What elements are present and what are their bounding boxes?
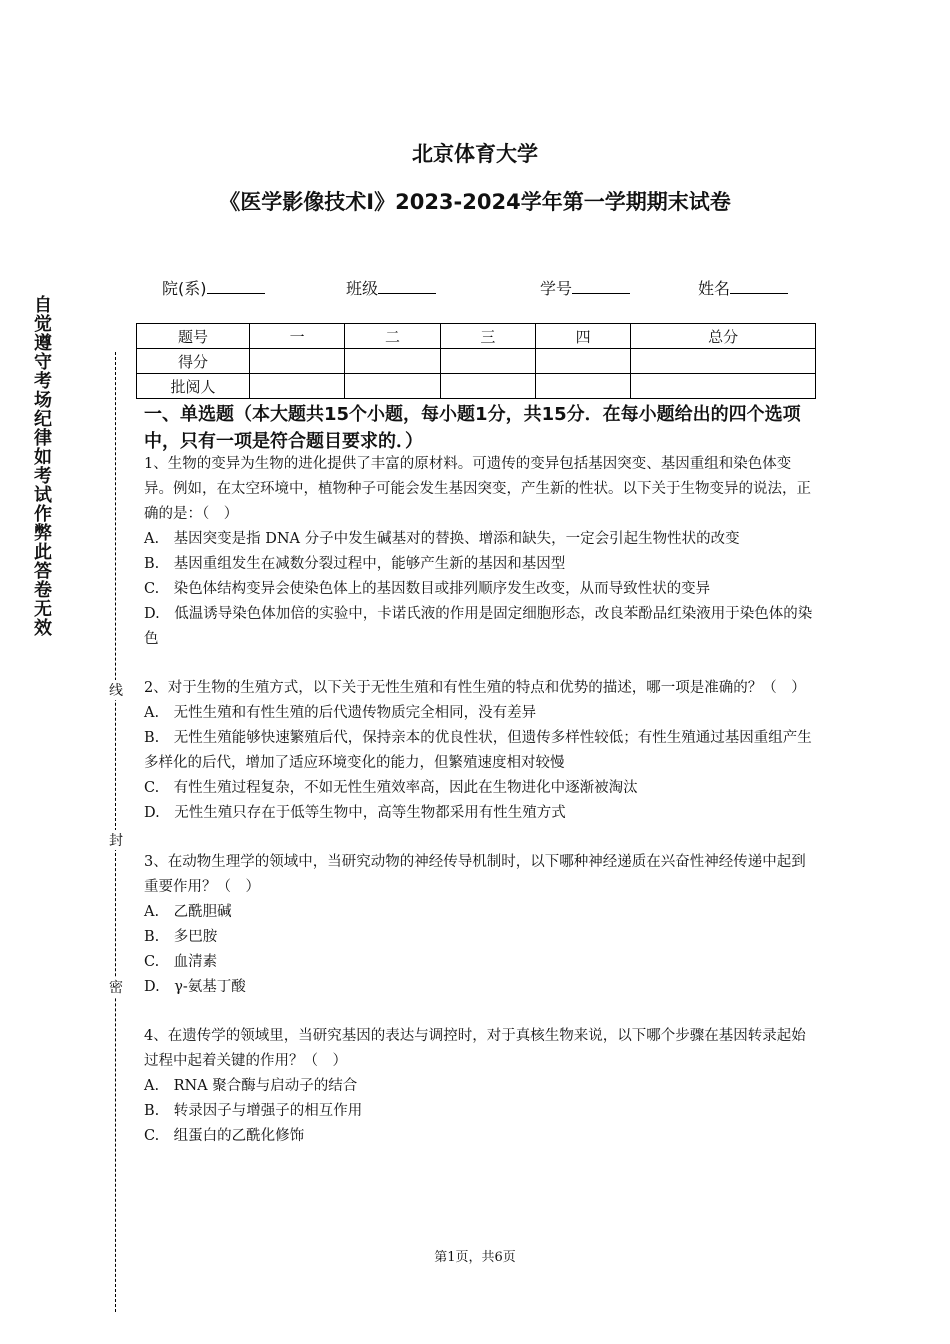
question-list: [144, 452, 814, 1149]
option: C. 组蛋白的乙酰化修饰: [144, 1128, 305, 1144]
option: B. 基因重组发生在减数分裂过程中，能够产生新的基因和基因型: [144, 556, 566, 572]
department-label: 院(系): [162, 279, 207, 298]
score-table: [136, 323, 816, 399]
score-header-cell: 一: [250, 324, 345, 349]
grader-row-label: 批阅人: [137, 374, 250, 399]
option: D. γ-氨基丁酸: [144, 979, 246, 995]
exam-title: 《医学影像技术Ⅰ》2023-2024学年第一学期期末试卷: [219, 190, 731, 214]
student-id-field: [540, 276, 630, 299]
name-label: 姓名: [698, 279, 731, 298]
score-header-cell: 题号: [137, 324, 250, 349]
score-table-header-row: [137, 324, 816, 349]
university-title: 北京体育大学: [412, 142, 538, 166]
side-notice: 自觉遵守考场纪律如考试作弊此答卷无效: [34, 295, 52, 639]
option: C. 血清素: [144, 954, 218, 970]
department-field: [162, 276, 265, 299]
binding-mark-line: 线: [106, 680, 126, 700]
page-footer: 第1页，共6页: [434, 1250, 516, 1265]
question-stem: 1、生物的变异为生物的进化提供了丰富的原材料。可遗传的变异包括基因突变、基因重组和染色体变异。例如，在太空环境中，植物种子可能会发生基因突变，产生新的性状。以下关于生物变异的说法，正确的是：（ ）: [144, 456, 811, 522]
option: A. 无性生殖和有性生殖的后代遗传物质完全相同，没有差异: [144, 705, 537, 721]
option: A. 基因突变是指 DNA 分子中发生碱基对的替换、增添和缺失，一定会引起生物性状的改变: [144, 531, 740, 547]
question-stem: 3、在动物生理学的领域中，当研究动物的神经传导机制时，以下哪种神经递质在兴奋性神经传递中起到重要作用？（ ）: [144, 854, 806, 895]
student-id-blank[interactable]: [572, 279, 630, 294]
class-label: 班级: [346, 279, 379, 298]
name-field: [698, 276, 788, 299]
option: C. 染色体结构变异会使染色体上的基因数目或排列顺序发生改变，从而导致性状的变异: [144, 581, 711, 597]
name-blank[interactable]: [730, 279, 788, 294]
grader-cell: [250, 374, 345, 399]
class-field: [346, 276, 436, 299]
section-heading: 一、单选题（本大题共15个小题，每小题1分，共15分．在每小题给出的四个选项中，只有一项是符合题目要求的．）: [144, 404, 801, 452]
grader-cell: [535, 374, 630, 399]
binding-mark-secret: 密: [106, 977, 126, 997]
question-stem: 2、对于生物的生殖方式，以下关于无性生殖和有性生殖的特点和优势的描述，哪一项是准确的？（ ）: [144, 680, 806, 696]
grader-cell: [440, 374, 535, 399]
score-header-cell: 二: [345, 324, 440, 349]
question-stem: 4、在遗传学的领域里，当研究基因的表达与调控时，对于真核生物来说，以下哪个步骤在基因转录起始过程中起着关键的作用？（ ）: [144, 1028, 806, 1069]
score-cell: [250, 349, 345, 374]
question: [144, 1024, 814, 1149]
grader-cell: [631, 374, 816, 399]
score-cell: [631, 349, 816, 374]
grader-row: [137, 374, 816, 399]
grader-cell: [345, 374, 440, 399]
score-cell: [345, 349, 440, 374]
score-row: [137, 349, 816, 374]
score-row-label: 得分: [137, 349, 250, 374]
question: [144, 452, 814, 652]
department-blank[interactable]: [207, 279, 265, 294]
option: D. 低温诱导染色体加倍的实验中，卡诺氏液的作用是固定细胞形态，改良苯酚品红染液用于染色体的染色: [144, 606, 813, 647]
option: A. RNA 聚合酶与启动子的结合: [144, 1078, 358, 1094]
option: B. 转录因子与增强子的相互作用: [144, 1103, 363, 1119]
question: [144, 850, 814, 1000]
option: A. 乙酰胆碱: [144, 904, 232, 920]
option: D. 无性生殖只存在于低等生物中，高等生物都采用有性生殖方式: [144, 805, 566, 821]
binding-mark-seal: 封: [106, 830, 126, 850]
score-header-cell: 总分: [631, 324, 816, 349]
option: B. 多巴胺: [144, 929, 218, 945]
option: C. 有性生殖过程复杂，不如无性生殖效率高，因此在生物进化中逐渐被淘汰: [144, 780, 638, 796]
option: B. 无性生殖能够快速繁殖后代，保持亲本的优良性状，但遗传多样性较低；有性生殖通过基因重组产生多样化的后代，增加了适应环境变化的能力，但繁殖速度相对较慢: [144, 730, 812, 771]
score-header-cell: 三: [440, 324, 535, 349]
score-cell: [535, 349, 630, 374]
class-blank[interactable]: [378, 279, 436, 294]
student-id-label: 学号: [540, 279, 573, 298]
score-cell: [440, 349, 535, 374]
score-header-cell: 四: [535, 324, 630, 349]
question: [144, 676, 814, 826]
